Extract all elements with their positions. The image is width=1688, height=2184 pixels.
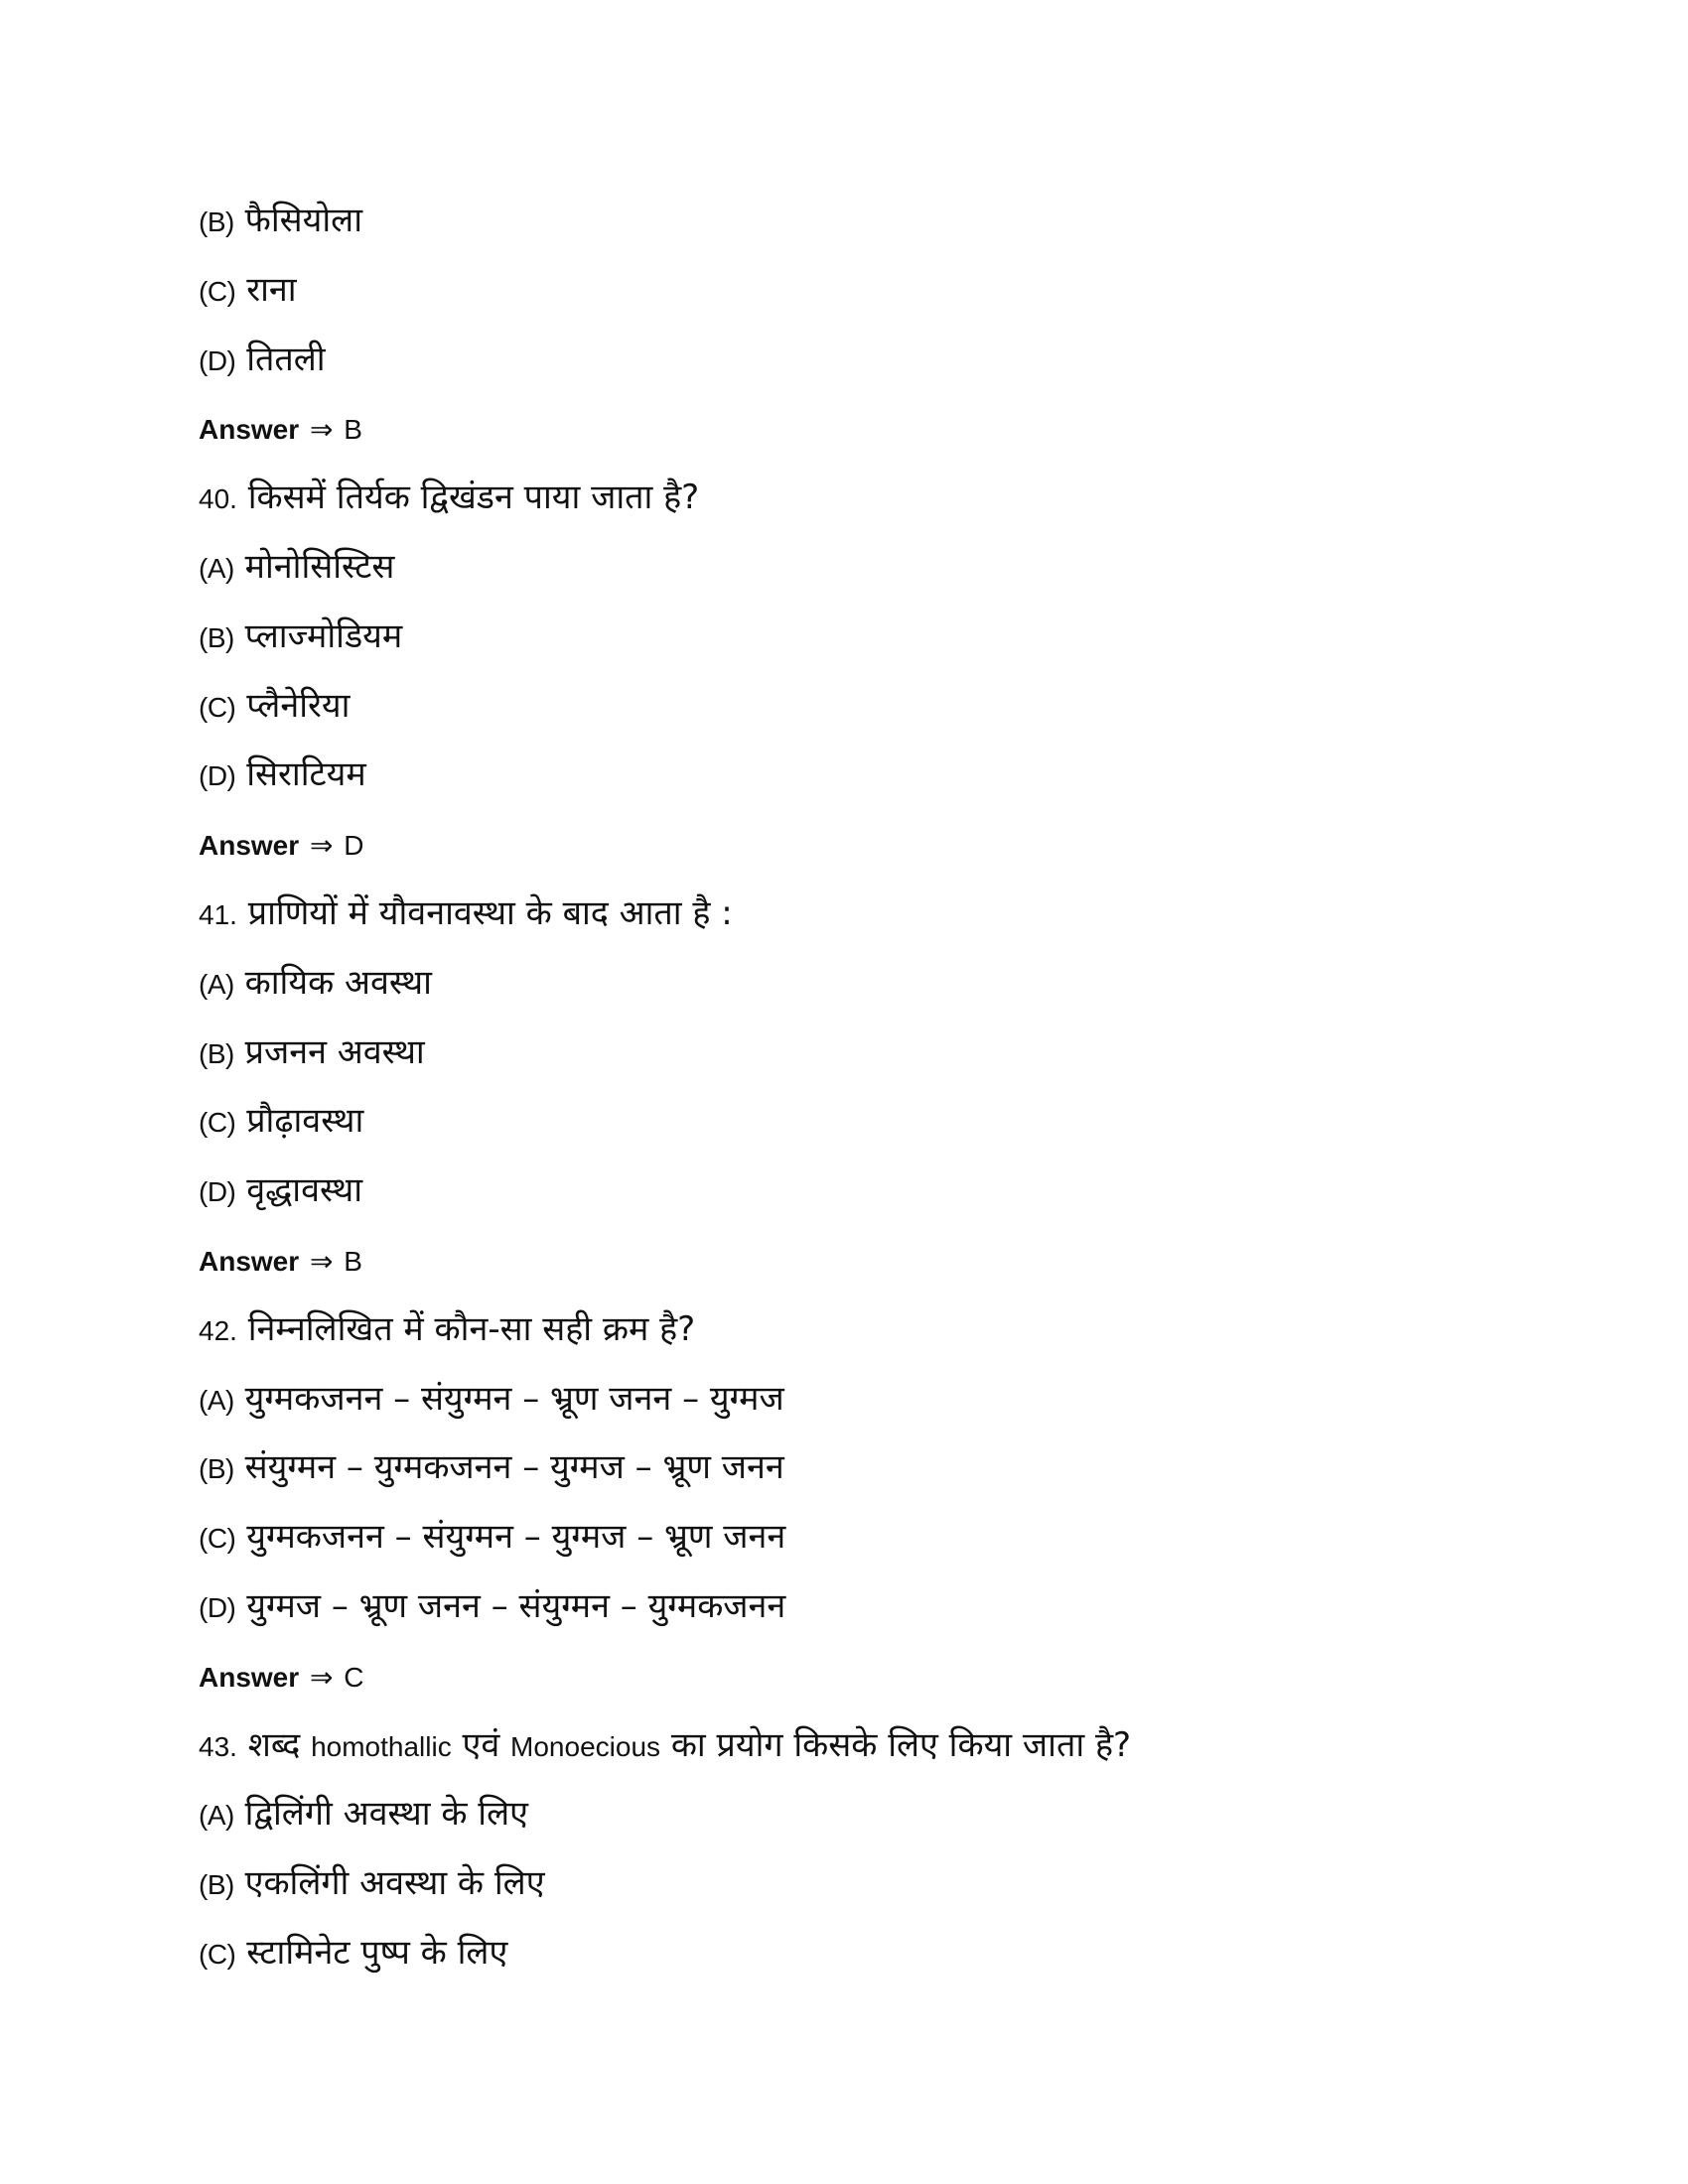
option-text: संयुग्मन – युग्मकजनन – युग्मज – भ्रूण जनन — [244, 1447, 784, 1488]
question-line — [199, 1711, 1589, 1781]
option-label: (D) — [199, 1176, 236, 1208]
option-label: (B) — [199, 1453, 234, 1485]
option-line — [199, 1157, 1589, 1226]
option-line — [199, 672, 1589, 742]
question-number: 43. — [199, 1730, 237, 1762]
option-label: (D) — [199, 1591, 236, 1623]
question-text: निम्नलिखित में कौन-सा सही क्रम है? — [247, 1308, 696, 1349]
option-line — [199, 1365, 1589, 1434]
option-line — [199, 603, 1589, 672]
implies-arrow-icon: ⇒ — [309, 1661, 334, 1693]
option-text: प्लाज्मोडियम — [244, 615, 403, 656]
question-term: homothallic — [311, 1730, 452, 1762]
option-label: (C) — [199, 1523, 236, 1555]
option-text: प्लैनेरिया — [246, 685, 351, 726]
question-text-part: एवं — [451, 1724, 511, 1765]
option-label: (C) — [199, 1107, 236, 1139]
answer-label: Answer — [199, 1661, 300, 1693]
answer-value: B — [344, 414, 362, 446]
option-line — [199, 741, 1589, 810]
option-text: युग्मकजनन – संयुग्मन – युग्मज – भ्रूण जनन — [246, 1517, 786, 1558]
option-line — [199, 1780, 1589, 1849]
question-number: 42. — [199, 1314, 237, 1346]
answer-line — [199, 1642, 1589, 1711]
option-text: सिराटियम — [246, 754, 366, 795]
option-label: (B) — [199, 621, 234, 653]
option-label: (D) — [199, 344, 236, 376]
option-text: प्रजनन अवस्था — [244, 1031, 425, 1072]
option-label: (A) — [199, 1384, 234, 1416]
option-label: (C) — [199, 691, 236, 723]
option-text: प्रौढ़ावस्था — [246, 1101, 364, 1142]
page-content — [199, 187, 1589, 1988]
option-text: मोनोसिस्टिस — [244, 546, 395, 587]
option-label: (A) — [199, 968, 234, 1000]
implies-arrow-icon: ⇒ — [309, 1245, 334, 1277]
option-label: (A) — [199, 552, 234, 584]
question-line — [199, 880, 1589, 949]
option-line — [199, 533, 1589, 603]
answer-value: D — [344, 830, 364, 862]
option-line — [199, 1019, 1589, 1088]
option-label: (C) — [199, 1938, 236, 1970]
answer-label: Answer — [199, 1245, 300, 1277]
question-line — [199, 464, 1589, 533]
answer-value: C — [344, 1661, 364, 1693]
option-label: (B) — [199, 1037, 234, 1069]
option-text: द्विलिंगी अवस्था के लिए — [244, 1794, 528, 1835]
option-line — [199, 949, 1589, 1019]
answer-line — [199, 394, 1589, 464]
question-text-part: शब्द — [247, 1724, 312, 1765]
option-text: कायिक अवस्था — [244, 962, 432, 1003]
question-term: Monoecious — [510, 1730, 661, 1762]
option-label: (B) — [199, 206, 234, 237]
option-text: स्टामिनेट पुष्प के लिए — [246, 1932, 508, 1973]
option-label: (A) — [199, 1800, 234, 1832]
implies-arrow-icon: ⇒ — [309, 830, 334, 862]
option-line — [199, 326, 1589, 395]
option-label: (B) — [199, 1869, 234, 1901]
answer-label: Answer — [199, 414, 300, 446]
question-text: प्राणियों में यौवनावस्था के बाद आता है : — [247, 892, 733, 933]
option-line — [199, 256, 1589, 326]
option-text: वृद्धावस्था — [246, 1170, 363, 1211]
answer-line — [199, 1226, 1589, 1296]
option-label: (D) — [199, 760, 236, 792]
option-text: युग्मकजनन – संयुग्मन – भ्रूण जनन – युग्मज — [244, 1378, 784, 1419]
answer-line — [199, 810, 1589, 880]
option-line — [199, 187, 1589, 256]
option-label: (C) — [199, 275, 236, 307]
answer-value: B — [344, 1245, 362, 1277]
option-line — [199, 1087, 1589, 1157]
option-line — [199, 1849, 1589, 1919]
question-number: 41. — [199, 898, 237, 930]
question-number: 40. — [199, 483, 237, 515]
option-text: राना — [246, 269, 297, 310]
option-line — [199, 1433, 1589, 1503]
question-line — [199, 1296, 1589, 1365]
option-text: युग्मज – भ्रूण जनन – संयुग्मन – युग्मकजनन — [246, 1585, 786, 1626]
answer-label: Answer — [199, 830, 300, 862]
question-text: किसमें तिर्यक द्विखंडन पाया जाता है? — [247, 478, 700, 518]
option-text: एकलिंगी अवस्था के लिए — [244, 1863, 545, 1904]
option-line — [199, 1503, 1589, 1572]
option-text: तितली — [246, 339, 326, 379]
option-line — [199, 1572, 1589, 1642]
implies-arrow-icon: ⇒ — [309, 414, 334, 446]
question-text-part: का प्रयोग किसके लिए किया जाता है? — [660, 1724, 1132, 1765]
option-line — [199, 1919, 1589, 1988]
option-text: फैसियोला — [244, 201, 363, 240]
